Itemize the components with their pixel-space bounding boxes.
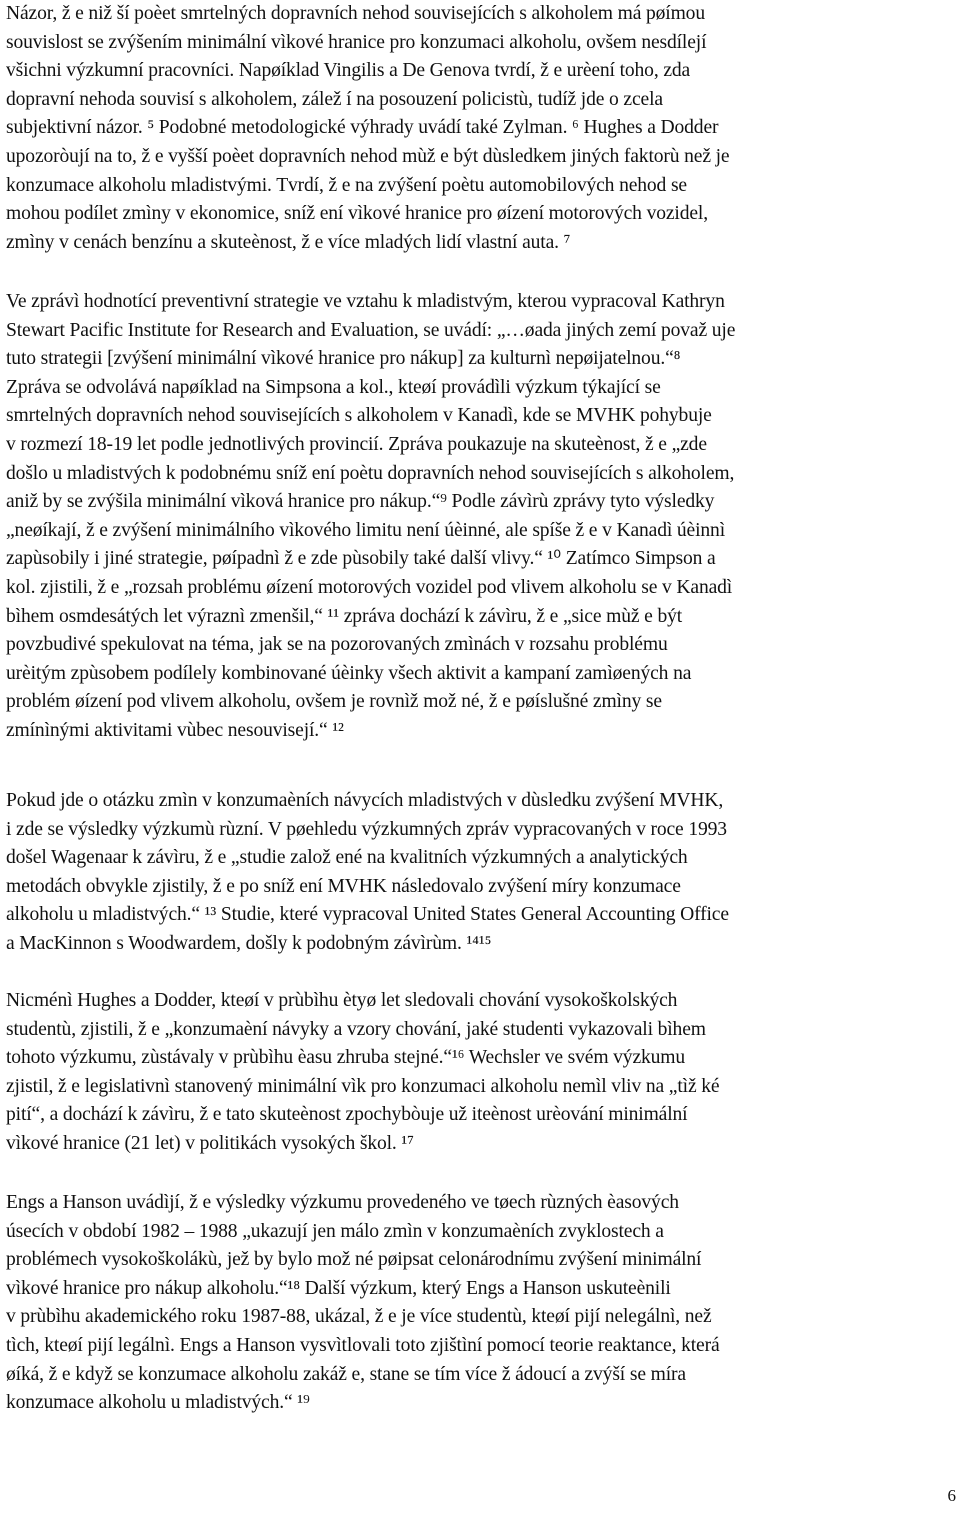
text-line: subjektivní názor. ⁵ Podobné metodologické výhrady uvádí také Zylman. ⁶ Hughes a Dodder bbox=[6, 117, 719, 139]
text-line: upozoròují na to, ž e vyšší poèet dopravních nehod mùž e být dùsledkem jiných faktorù než je bbox=[6, 145, 730, 167]
text-line: metodách obvykle zjistily, ž e po sníž ení MVHK následovalo zvýšení míry konzumace bbox=[6, 875, 681, 897]
text-line: alkoholu u mladistvých.“ ¹³ Studie, které vypracoval United States General Accounting Office bbox=[6, 904, 729, 926]
text-line: vìkové hranice (21 let) v politikách vysokých škol. ¹⁷ bbox=[6, 1132, 414, 1154]
paragraph-5 bbox=[6, 1189, 956, 1418]
text-line: kol. zjistili, ž e „rozsah problému øízení motorových vozidel pod vlivem alkoholu se v Kanadì bbox=[6, 576, 733, 598]
text-line: došlo u mladistvých k podobnému sníž ení poètu dopravních nehod souvisejících s alkoholem, bbox=[6, 462, 735, 484]
text-line: problém øízení pod vlivem alkoholu, ovšem je rovnìž mož né, ž e pøíslušné zmìny se bbox=[6, 691, 662, 713]
text-line: Názor, ž e niž ší poèet smrtelných dopravních nehod souvisejících s alkoholem má pøímou bbox=[6, 3, 705, 24]
text-line: Engs a Hanson uvádìjí, ž e výsledky výzkumu provedeného ve tøech rùzných èasových bbox=[6, 1192, 679, 1213]
text-line: „neøíkají, ž e zvýšení minimálního vìkového limitu není úèinné, ale spíše ž e v Kanadì úèinnì bbox=[6, 519, 725, 541]
text-line: aniž by se zvýšila minimální vìková hranice pro nákup.“⁹ Podle závìrù zprávy tyto výsledky bbox=[6, 491, 715, 513]
text-line: zjistil, ž e legislativnì stanovený minimální vìk pro konzumaci alkoholu nemìl vliv na „tìž ké bbox=[6, 1075, 720, 1097]
text-line: souvislost se zvýšením minimální vìkové hranice pro konzumaci alkoholu, ovšem nesdílejí bbox=[6, 31, 707, 53]
text-line: v prùbìhu akademického roku 1987-88, ukázal, ž e je více studentù, kteøí pijí nelegálnì, než bbox=[6, 1306, 712, 1328]
text-line: problémech vysokoškolákù, jež by bylo mož né pøipsat celonárodnímu zvýšení minimální bbox=[6, 1249, 702, 1271]
text-line: tuto strategii [zvýšení minimální vìkové hranice pro nákup] za kulturnì nepøijatelnou.“⁸ bbox=[6, 348, 681, 370]
text-line: úsecích v období 1982 – 1988 „ukazují jen málo zmìn v konzumaèních zvyklostech a bbox=[6, 1220, 664, 1242]
text-line: Stewart Pacific Institute for Research and Evaluation, se uvádí: „…øada jiných zemí považ uje bbox=[6, 319, 736, 341]
text-line: vìkové hranice pro nákup alkoholu.“¹⁸ Další výzkum, který Engs a Hanson uskuteènili bbox=[6, 1277, 671, 1299]
text-line: urèitým zpùsobem podílely kombinované úèinky všech aktivit a kampaní zamìøených na bbox=[6, 662, 692, 684]
text-line: smrtelných dopravních nehod souvisejících s alkoholem v Kanadì, kde se MVHK pohybuje bbox=[6, 405, 712, 427]
text-line: tìch, kteøí pijí legálnì. Engs a Hanson vysvìtlovali toto zjištìní pomocí teorie reaktance, která bbox=[6, 1334, 720, 1356]
paragraph-2 bbox=[6, 288, 956, 746]
text-line: zmìny v cenách benzínu a skuteènost, ž e více mladých lidí vlastní auta. ⁷ bbox=[6, 231, 571, 253]
text-line: Zpráva se odvolává napøíklad na Simpsona a kol., kteøí provádìli výzkum týkající se bbox=[6, 376, 661, 398]
text-line: došel Wagenaar k závìru, ž e „studie založ ené na kvalitních výzkumných a analytických bbox=[6, 847, 688, 869]
text-line: Pokud jde o otázku zmìn v konzumaèních návycích mladistvých v dùsledku zvýšení MVHK, bbox=[6, 790, 724, 811]
text-line: tohoto výzkumu, zùstávaly v prùbìhu èasu zhruba stejné.“¹⁶ Wechsler ve svém výzkumu bbox=[6, 1047, 686, 1069]
text-line: bìhem osmdesátých let výraznì zmenšil,“ ¹¹ zpráva dochází k závìru, ž e „sice mùž e být bbox=[6, 605, 683, 627]
text-line: konzumace alkoholu mladistvými. Tvrdí, ž e na zvýšení poètu automobilových nehod se bbox=[6, 174, 687, 196]
text-line: øíká, ž e když se konzumace alkoholu zakáž e, stane se tím více ž ádoucí a zvýší se míra bbox=[6, 1363, 686, 1385]
text-line: pití“, a dochází k závìru, ž e tato skuteènost zpochybòuje už iteènost urèování minimální bbox=[6, 1104, 688, 1126]
paragraph-1 bbox=[6, 0, 956, 257]
text-line: povzbudivé spekulovat na téma, jak se na pozorovaných zmìnách v rozsahu problému bbox=[6, 634, 668, 656]
text-line: studentù, zjistili, ž e „konzumaèní návyky a vzory chování, jaké studenti vykazovali bìhem bbox=[6, 1018, 706, 1040]
text-line: zapùsobily i jiné strategie, pøípadnì ž e zde pùsobily také další vlivy.“ ¹⁰ Zatímco Simpson a bbox=[6, 548, 716, 570]
page-number: 6 bbox=[947, 1486, 956, 1505]
text-line: v rozmezí 18-19 let podle jednotlivých provincií. Zpráva poukazuje na skuteènost, ž e „zde bbox=[6, 433, 707, 455]
text-line: konzumace alkoholu u mladistvých.“ ¹⁹ bbox=[6, 1392, 310, 1414]
text-line: Nicménì Hughes a Dodder, kteøí v prùbìhu ètyø let sledovali chování vysokoškolských bbox=[6, 990, 678, 1011]
text-line: mohou podílet zmìny v ekonomice, sníž ení vìkové hranice pro øízení motorových vozidel, bbox=[6, 203, 708, 225]
text-line: všichni výzkumní pracovníci. Napøíklad Vingilis a De Genova tvrdí, ž e urèení toho, zda bbox=[6, 60, 691, 82]
paragraph-3 bbox=[6, 787, 956, 959]
text-line: a MacKinnon s Woodwardem, došly k podobným závìrùm. ¹⁴¹⁵ bbox=[6, 932, 492, 954]
text-line: zmínìnými aktivitami vùbec nesouvisejí.“ ¹² bbox=[6, 719, 344, 741]
text-line: i zde se výsledky výzkumù rùzní. V pøehledu výzkumných zpráv vypracovaných v roce 1993 bbox=[6, 818, 727, 840]
text-line: dopravní nehoda souvisí s alkoholem, zálež í na posouzení policistù, tudíž jde o zcela bbox=[6, 88, 663, 110]
text-line: Ve zprávì hodnotící preventivní strategie ve vztahu k mladistvým, kterou vypracoval Kathryn bbox=[6, 291, 725, 312]
paragraph-4 bbox=[6, 987, 956, 1159]
